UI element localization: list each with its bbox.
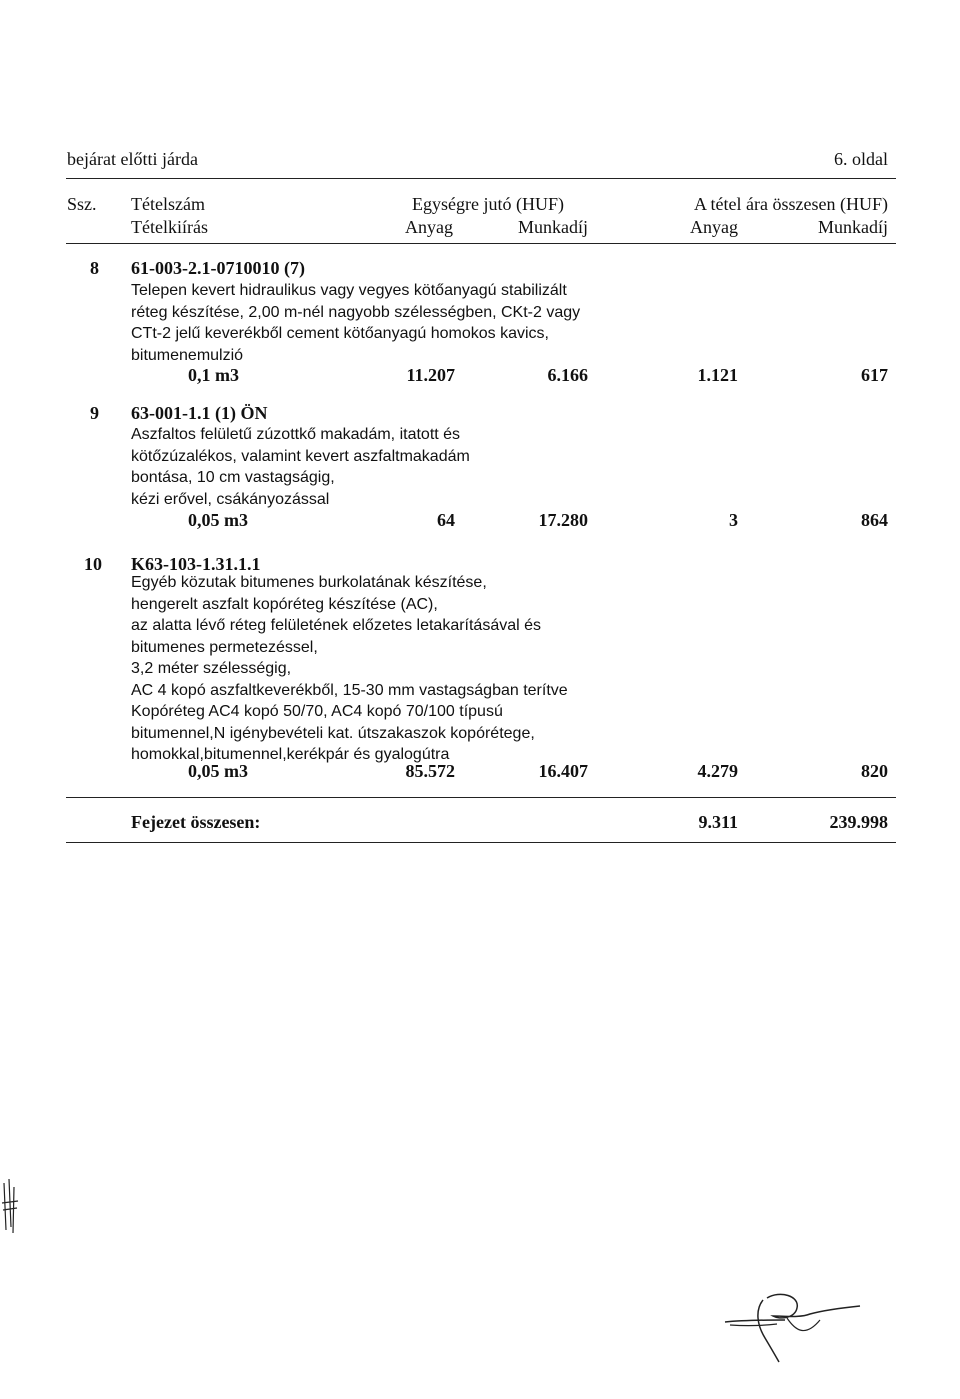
total-anyag-value: 4.279	[697, 761, 738, 781]
summary-munkadij-value: 239.998	[829, 812, 888, 832]
description-line: Telepen kevert hidraulikus vagy vegyes kötőanyagú stabilizált	[131, 282, 567, 299]
margin-scribble-icon	[0, 1175, 40, 1235]
total-munkadij-value: 864	[861, 510, 888, 530]
unit-anyag-value: 85.572	[405, 761, 455, 781]
item-code: 61-003-2.1-0710010 (7)	[131, 258, 305, 278]
summary-anyag-value: 9.311	[698, 812, 738, 832]
col-tetelkiiras: Tételkiírás	[131, 217, 208, 237]
description-line: bitumenes permetezéssel,	[131, 638, 318, 656]
summary-top-rule	[66, 797, 896, 798]
description-line: Egyéb közutak bitumenes burkolatának készítése,	[131, 574, 487, 591]
page-number: 6. oldal	[834, 149, 888, 169]
item-description	[131, 280, 580, 366]
description-line: bitumenemulzió	[131, 346, 244, 364]
unit-munkadij-value: 17.280	[538, 510, 588, 530]
summary-label: Fejezet összesen:	[131, 812, 261, 832]
item-number: 9	[90, 403, 99, 423]
item-description	[131, 572, 568, 766]
item-code: 63-001-1.1 (1) ÖN	[131, 403, 268, 423]
description-line: kötőzúzalékos, valamint kevert aszfaltmakadám	[131, 447, 470, 465]
item-number: 10	[84, 554, 102, 574]
description-line: bitumennel,N igénybevételi kat. útszakaszok kopórétege,	[131, 724, 535, 742]
item-quantity: 0,1 m3	[188, 365, 239, 385]
column-header-rule	[66, 243, 896, 244]
total-anyag-value: 3	[729, 510, 738, 530]
section-title: bejárat előtti járda	[67, 149, 198, 169]
description-line: AC 4 kopó aszfaltkeverékből, 15-30 mm vastagságban terítve	[131, 681, 568, 699]
description-line: kézi erővel, csákányozással	[131, 490, 330, 508]
item-description	[131, 424, 470, 510]
col-unit-anyag: Anyag	[405, 217, 453, 237]
col-tetelszam: Tételszám	[131, 194, 205, 214]
unit-anyag-value: 64	[437, 510, 455, 530]
description-line: homokkal,bitumennel,kerékpár és gyalogútra	[131, 746, 450, 763]
unit-anyag-value: 11.207	[406, 365, 455, 385]
col-total-anyag: Anyag	[690, 217, 738, 237]
unit-munkadij-value: 16.407	[538, 761, 588, 781]
col-unit-munkadij: Munkadíj	[518, 217, 588, 237]
item-quantity: 0,05 m3	[188, 761, 248, 781]
col-total-munkadij: Munkadíj	[818, 217, 888, 237]
item-quantity: 0,05 m3	[188, 510, 248, 530]
description-line: Kopóréteg AC4 kopó 50/70, AC4 kopó 70/100 típusú	[131, 703, 503, 720]
unit-munkadij-value: 6.166	[547, 365, 588, 385]
summary-bottom-rule	[66, 842, 896, 843]
description-line: réteg készítése, 2,00 m-nél nagyobb szélességben, CKt-2 vagy	[131, 303, 581, 321]
col-unit-group: Egységre jutó (HUF)	[412, 194, 564, 214]
description-line: hengerelt aszfalt kopóréteg készítése (AC),	[131, 595, 438, 613]
item-number: 8	[90, 258, 99, 278]
total-munkadij-value: 820	[861, 761, 888, 781]
description-line: bontása, 10 cm vastagságig,	[131, 469, 335, 486]
col-ssz: Ssz.	[67, 194, 97, 214]
header-rule	[66, 178, 896, 179]
description-line: az alatta lévő réteg felületének előzetes letakarításával és	[131, 617, 542, 634]
item-code: K63-103-1.31.1.1	[131, 554, 261, 574]
total-munkadij-value: 617	[861, 365, 888, 385]
col-total-group: A tétel ára összesen (HUF)	[694, 194, 888, 214]
description-line: 3,2 méter szélességig,	[131, 660, 292, 677]
signature-icon	[725, 1290, 885, 1370]
total-anyag-value: 1.121	[697, 365, 738, 385]
description-line: CTt-2 jelű keverékből cement kötőanyagú homokos kavics,	[131, 325, 549, 342]
description-line: Aszfaltos felületű zúzottkő makadám, itatott és	[131, 426, 461, 443]
